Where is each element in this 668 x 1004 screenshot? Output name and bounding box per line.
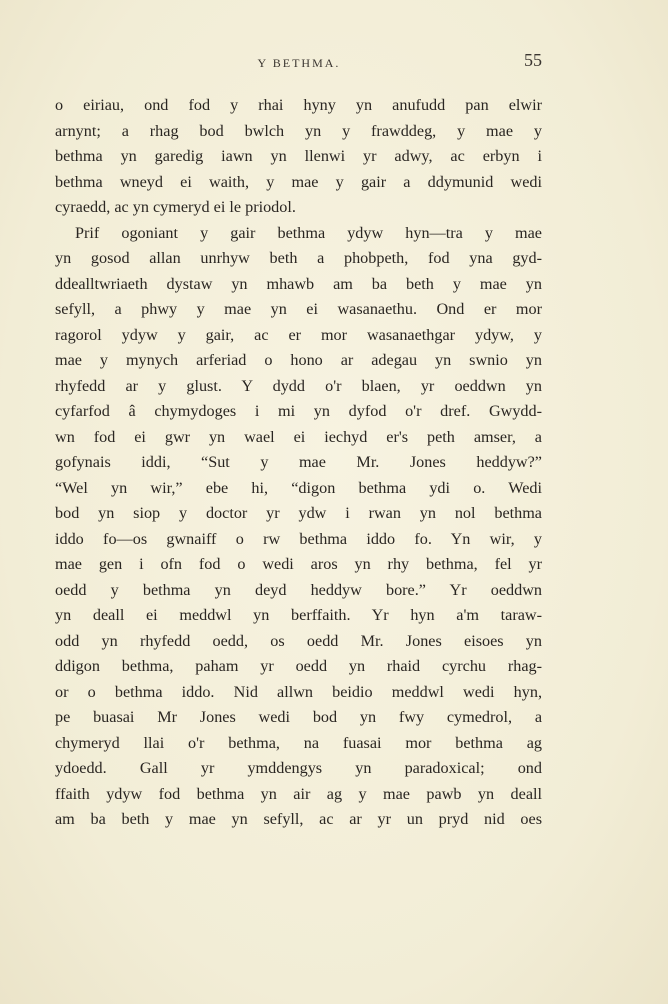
page-number: 55 <box>524 50 542 70</box>
text-line: bethma wneyd ei waith, y mae y gair a ddymunid wedi <box>55 172 542 191</box>
text-line: “Wel yn wir,” ebe hi, “digon bethma ydi o. Wedi <box>55 478 542 497</box>
text-line: Prif ogoniant y gair bethma ydyw hyn—tra y mae <box>75 223 542 242</box>
text-line: or o bethma iddo. Nid allwn beidio meddwl wedi hyn, <box>55 682 542 701</box>
text-line: pe buasai Mr Jones wedi bod yn fwy cymedrol, a <box>55 708 542 726</box>
text-line: am ba beth y mae yn sefyll, ac ar yr un pryd nid oes <box>55 810 542 828</box>
running-head <box>56 50 542 76</box>
text-line: o eiriau, ond fod y rhai hyny yn anufudd pan elwir <box>55 96 542 114</box>
text-line: chymeryd llai o'r bethma, na fuasai mor bethma ag <box>55 733 542 752</box>
text-line: odd yn rhyfedd oedd, os oedd Mr. Jones eisoes yn <box>55 631 542 650</box>
text-line: mae gen i ofn fod o wedi aros yn rhy bethma, fel yr <box>55 555 542 573</box>
text-line: ddigon bethma, paham yr oedd yn rhaid cyrchu rhag- <box>55 657 542 675</box>
text-line: bethma yn garedig iawn yn llenwi yr adwy, ac erbyn i <box>55 147 542 165</box>
text-line: mae y mynych arferiad o hono ar adegau yn swnio yn <box>55 351 542 369</box>
paragraph <box>55 221 542 833</box>
text-line: ffaith ydyw fod bethma yn air ag y mae pawb yn deall <box>55 784 542 803</box>
paragraph <box>55 93 542 221</box>
text-line: arnynt; a rhag bod bwlch yn y frawddeg, y mae y <box>55 121 542 140</box>
text-line: gofynais iddi, “Sut y mae Mr. Jones heddyw?” <box>55 453 542 471</box>
text-line: wn fod ei gwr yn wael ei iechyd er's peth amser, a <box>55 427 542 446</box>
text-line: sefyll, a phwy y mae yn ei wasanaethu. Ond er mor <box>55 300 542 318</box>
text-line: ydoedd. Gall yr ymddengys yn paradoxical; ond <box>55 759 542 777</box>
text-line: yn deall ei meddwl yn berffaith. Yr hyn a'm taraw- <box>55 606 542 624</box>
text-line: cyraedd, ac yn cymeryd ei le priodol. <box>55 198 296 216</box>
text-line: cyfarfod â chymydoges i mi yn dyfod o'r dref. Gwydd- <box>55 402 542 420</box>
text-line: bod yn siop y doctor yr ydw i rwan yn nol bethma <box>55 504 542 522</box>
text-line: ddealltwriaeth dystaw yn mhawb am ba beth y mae yn <box>55 274 542 293</box>
text-line: ragorol ydyw y gair, ac er mor wasanaethgar ydyw, y <box>55 325 542 344</box>
text-line: oedd y bethma yn deyd heddyw bore.” Yr oeddwn <box>55 580 542 599</box>
text-line: rhyfedd ar y glust. Y dydd o'r blaen, yr oeddwn yn <box>55 376 542 395</box>
text-line: yn gosod allan unrhyw beth a phobpeth, fod yna gyd- <box>55 249 542 267</box>
body-text <box>55 93 542 833</box>
text-line: iddo fo—os gwnaiff o rw bethma iddo fo. Yn wir, y <box>55 529 542 548</box>
running-title: Y BETHMA. <box>257 56 341 70</box>
